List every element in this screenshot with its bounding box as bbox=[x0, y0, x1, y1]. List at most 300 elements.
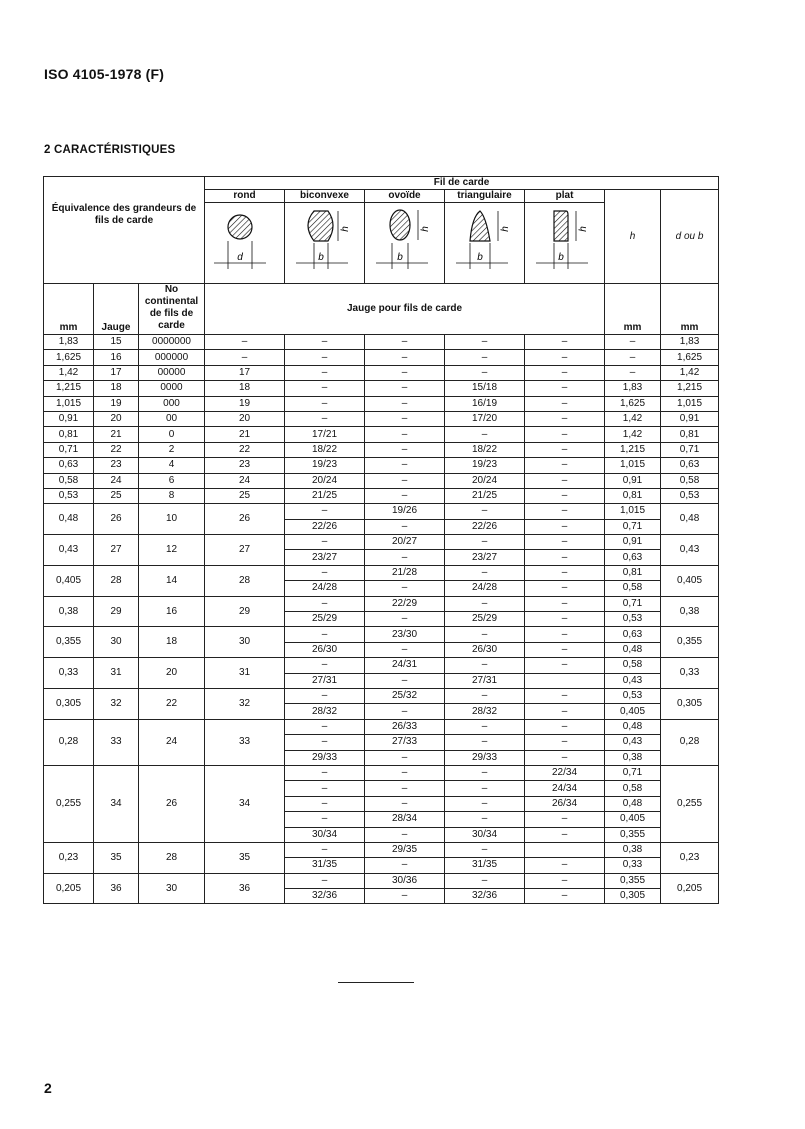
cell-ovoide: 29/35 bbox=[365, 842, 445, 857]
cell-ovoide: – bbox=[365, 335, 445, 350]
cell-triangulaire: – bbox=[445, 504, 525, 519]
cell-plat: – bbox=[525, 442, 605, 457]
cell-plat bbox=[525, 673, 605, 688]
cell-jauge: 34 bbox=[94, 765, 139, 842]
cell-ovoide: – bbox=[365, 350, 445, 365]
cell-plat: – bbox=[525, 550, 605, 565]
document-id: ISO 4105-1978 (F) bbox=[44, 66, 165, 82]
cell-biconvexe: – bbox=[285, 365, 365, 380]
cell-plat: – bbox=[525, 658, 605, 673]
page-number: 2 bbox=[44, 1080, 52, 1096]
cell-mm: 0,255 bbox=[44, 765, 94, 842]
cell-no: 0000000 bbox=[139, 335, 205, 350]
cell-ovoide: – bbox=[365, 781, 445, 796]
cell-biconvexe: – bbox=[285, 719, 365, 734]
cell-rond: 33 bbox=[205, 719, 285, 765]
cell-biconvexe: – bbox=[285, 812, 365, 827]
cell-triangulaire: 32/36 bbox=[445, 889, 525, 904]
cell-h: 0,63 bbox=[605, 627, 661, 642]
cell-d-ou-b: 0,53 bbox=[661, 488, 719, 503]
cell-plat: – bbox=[525, 411, 605, 426]
cell-h: – bbox=[605, 350, 661, 365]
cell-triangulaire: – bbox=[445, 596, 525, 611]
cell-h: 0,58 bbox=[605, 781, 661, 796]
cell-jauge: 25 bbox=[94, 488, 139, 503]
cell-ovoide: – bbox=[365, 642, 445, 657]
cell-plat: – bbox=[525, 704, 605, 719]
cell-ovoide: 30/36 bbox=[365, 873, 445, 888]
cell-rond: 22 bbox=[205, 442, 285, 457]
cell-triangulaire: – bbox=[445, 565, 525, 580]
cell-rond: 19 bbox=[205, 396, 285, 411]
cell-ovoide: 24/31 bbox=[365, 658, 445, 673]
cell-ovoide: – bbox=[365, 796, 445, 811]
cell-triangulaire: 17/20 bbox=[445, 411, 525, 426]
cell-h: 0,71 bbox=[605, 596, 661, 611]
cell-jauge: 24 bbox=[94, 473, 139, 488]
cell-mm: 0,81 bbox=[44, 427, 94, 442]
cell-h: 0,91 bbox=[605, 535, 661, 550]
cell-rond: 24 bbox=[205, 473, 285, 488]
cell-d-ou-b: 0,81 bbox=[661, 427, 719, 442]
cell-rond: 32 bbox=[205, 688, 285, 719]
cell-biconvexe: – bbox=[285, 658, 365, 673]
cell-h: 0,58 bbox=[605, 658, 661, 673]
cell-mm: 0,43 bbox=[44, 535, 94, 566]
cell-h: 0,355 bbox=[605, 873, 661, 888]
table-row bbox=[44, 488, 719, 503]
biconvexe-dim-label: b bbox=[317, 252, 324, 263]
cell-plat: – bbox=[525, 627, 605, 642]
cell-triangulaire: – bbox=[445, 535, 525, 550]
cell-d-ou-b: 0,91 bbox=[661, 411, 719, 426]
cell-rond: 30 bbox=[205, 627, 285, 658]
cell-h: 0,53 bbox=[605, 612, 661, 627]
cell-jauge: 17 bbox=[94, 365, 139, 380]
table-row bbox=[44, 658, 719, 673]
cell-biconvexe: 21/25 bbox=[285, 488, 365, 503]
cell-h: 0,43 bbox=[605, 735, 661, 750]
cell-ovoide: – bbox=[365, 858, 445, 873]
cell-no: 000 bbox=[139, 396, 205, 411]
cell-ovoide: 20/27 bbox=[365, 535, 445, 550]
cell-h: 0,63 bbox=[605, 550, 661, 565]
cell-jauge: 36 bbox=[94, 873, 139, 904]
cell-triangulaire: 31/35 bbox=[445, 858, 525, 873]
cell-triangulaire: 26/30 bbox=[445, 642, 525, 657]
table-row bbox=[44, 688, 719, 703]
cell-plat: 26/34 bbox=[525, 796, 605, 811]
cell-ovoide: – bbox=[365, 381, 445, 396]
cell-triangulaire: 29/33 bbox=[445, 750, 525, 765]
plat-dim-label: b bbox=[557, 252, 564, 263]
cell-ovoide: 23/30 bbox=[365, 627, 445, 642]
cell-triangulaire: – bbox=[445, 812, 525, 827]
cell-d-ou-b: 0,38 bbox=[661, 596, 719, 627]
cell-biconvexe: – bbox=[285, 350, 365, 365]
biconvexe-height-label: h bbox=[339, 226, 351, 232]
cell-d-ou-b: 1,83 bbox=[661, 335, 719, 350]
cell-mm: 0,38 bbox=[44, 596, 94, 627]
table-row bbox=[44, 627, 719, 642]
cell-jauge: 19 bbox=[94, 396, 139, 411]
cell-triangulaire: – bbox=[445, 335, 525, 350]
cell-mm: 0,205 bbox=[44, 873, 94, 904]
cell-biconvexe: – bbox=[285, 596, 365, 611]
cell-biconvexe: – bbox=[285, 411, 365, 426]
cell-triangulaire: – bbox=[445, 781, 525, 796]
unit-jauge: Jauge bbox=[94, 284, 139, 335]
cell-plat: – bbox=[525, 873, 605, 888]
cell-biconvexe: 22/26 bbox=[285, 519, 365, 534]
cell-d-ou-b: 0,48 bbox=[661, 504, 719, 535]
cell-rond: 21 bbox=[205, 427, 285, 442]
cell-triangulaire: – bbox=[445, 873, 525, 888]
cell-d-ou-b: 0,71 bbox=[661, 442, 719, 457]
cell-no: 2 bbox=[139, 442, 205, 457]
cell-rond: 36 bbox=[205, 873, 285, 904]
cell-rond: 17 bbox=[205, 365, 285, 380]
cell-biconvexe: – bbox=[285, 381, 365, 396]
cell-no: 12 bbox=[139, 535, 205, 566]
cell-rond: – bbox=[205, 335, 285, 350]
cell-plat: – bbox=[525, 812, 605, 827]
cell-plat: – bbox=[525, 750, 605, 765]
cell-h: 0,405 bbox=[605, 704, 661, 719]
cell-triangulaire: – bbox=[445, 688, 525, 703]
table-row bbox=[44, 335, 719, 350]
cell-ovoide: – bbox=[365, 365, 445, 380]
shape-name-ovoide: ovoïde bbox=[365, 190, 445, 203]
cell-triangulaire: 27/31 bbox=[445, 673, 525, 688]
cell-ovoide: – bbox=[365, 827, 445, 842]
cell-d-ou-b: 0,43 bbox=[661, 535, 719, 566]
cell-biconvexe: – bbox=[285, 565, 365, 580]
cell-plat: 24/34 bbox=[525, 781, 605, 796]
cell-h: 0,33 bbox=[605, 858, 661, 873]
cell-triangulaire: – bbox=[445, 796, 525, 811]
table-row bbox=[44, 458, 719, 473]
cell-plat: – bbox=[525, 735, 605, 750]
cell-h: – bbox=[605, 365, 661, 380]
cell-d-ou-b: 1,215 bbox=[661, 381, 719, 396]
cell-h: 0,43 bbox=[605, 673, 661, 688]
cell-h: 0,58 bbox=[605, 581, 661, 596]
cell-biconvexe: – bbox=[285, 842, 365, 857]
cell-rond: 23 bbox=[205, 458, 285, 473]
cell-rond: 29 bbox=[205, 596, 285, 627]
cell-jauge: 35 bbox=[94, 842, 139, 873]
cell-rond: 35 bbox=[205, 842, 285, 873]
cell-triangulaire: – bbox=[445, 765, 525, 780]
ovoide-height-label: h bbox=[419, 226, 431, 232]
cell-jauge: 31 bbox=[94, 658, 139, 689]
cell-plat: – bbox=[525, 827, 605, 842]
cell-d-ou-b: 0,355 bbox=[661, 627, 719, 658]
cell-ovoide: – bbox=[365, 427, 445, 442]
cell-rond: 26 bbox=[205, 504, 285, 535]
cell-ovoide: 27/33 bbox=[365, 735, 445, 750]
cell-mm: 0,53 bbox=[44, 488, 94, 503]
cell-biconvexe: 30/34 bbox=[285, 827, 365, 842]
cell-no: 16 bbox=[139, 596, 205, 627]
cell-jauge: 15 bbox=[94, 335, 139, 350]
cell-ovoide: – bbox=[365, 519, 445, 534]
cell-triangulaire: – bbox=[445, 735, 525, 750]
cell-mm: 0,63 bbox=[44, 458, 94, 473]
cell-biconvexe: – bbox=[285, 335, 365, 350]
cell-no: 0000 bbox=[139, 381, 205, 396]
cell-mm: 1,42 bbox=[44, 365, 94, 380]
cell-biconvexe: 19/23 bbox=[285, 458, 365, 473]
cell-biconvexe: 23/27 bbox=[285, 550, 365, 565]
table-row bbox=[44, 381, 719, 396]
cell-ovoide: – bbox=[365, 673, 445, 688]
cell-triangulaire: 22/26 bbox=[445, 519, 525, 534]
no-continental-header: No continental de fils de carde bbox=[139, 284, 205, 335]
table-row bbox=[44, 719, 719, 734]
cell-ovoide: – bbox=[365, 750, 445, 765]
cell-triangulaire: 20/24 bbox=[445, 473, 525, 488]
cell-biconvexe: – bbox=[285, 781, 365, 796]
cell-plat: – bbox=[525, 504, 605, 519]
cell-mm: 0,305 bbox=[44, 688, 94, 719]
cell-biconvexe: – bbox=[285, 765, 365, 780]
cell-ovoide: 28/34 bbox=[365, 812, 445, 827]
cell-mm: 1,625 bbox=[44, 350, 94, 365]
cell-no: 22 bbox=[139, 688, 205, 719]
shape-name-rond: rond bbox=[205, 190, 285, 203]
cell-h: 1,625 bbox=[605, 396, 661, 411]
cell-jauge: 23 bbox=[94, 458, 139, 473]
cell-no: 00 bbox=[139, 411, 205, 426]
cell-d-ou-b: 0,33 bbox=[661, 658, 719, 689]
cell-triangulaire: 28/32 bbox=[445, 704, 525, 719]
cell-ovoide: – bbox=[365, 581, 445, 596]
shape-name-plat: plat bbox=[525, 190, 605, 203]
cell-jauge: 18 bbox=[94, 381, 139, 396]
cell-rond: 18 bbox=[205, 381, 285, 396]
cell-plat: – bbox=[525, 488, 605, 503]
triangulaire-diagram bbox=[445, 203, 525, 284]
cell-triangulaire: – bbox=[445, 658, 525, 673]
table-row bbox=[44, 565, 719, 580]
cell-plat: – bbox=[525, 365, 605, 380]
cell-plat: – bbox=[525, 581, 605, 596]
cell-biconvexe: 24/28 bbox=[285, 581, 365, 596]
cell-h: 0,38 bbox=[605, 750, 661, 765]
cell-mm: 0,58 bbox=[44, 473, 94, 488]
cell-triangulaire: 19/23 bbox=[445, 458, 525, 473]
ovoide-dim-label: b bbox=[396, 252, 403, 263]
rond-dim-label: d bbox=[236, 252, 243, 263]
cell-no: 26 bbox=[139, 765, 205, 842]
cell-biconvexe: – bbox=[285, 796, 365, 811]
table-row bbox=[44, 596, 719, 611]
cell-jauge: 27 bbox=[94, 535, 139, 566]
cell-no: 6 bbox=[139, 473, 205, 488]
cell-ovoide: – bbox=[365, 442, 445, 457]
cell-h: 0,81 bbox=[605, 565, 661, 580]
cell-d-ou-b: 1,015 bbox=[661, 396, 719, 411]
cell-triangulaire: – bbox=[445, 627, 525, 642]
cell-no: 24 bbox=[139, 719, 205, 765]
cell-ovoide: 21/28 bbox=[365, 565, 445, 580]
unit-mm-3: mm bbox=[661, 284, 719, 335]
table-row bbox=[44, 427, 719, 442]
cell-d-ou-b: 0,63 bbox=[661, 458, 719, 473]
cell-no: 0 bbox=[139, 427, 205, 442]
cell-h: 1,42 bbox=[605, 411, 661, 426]
unit-mm-1: mm bbox=[44, 284, 94, 335]
cell-triangulaire: 21/25 bbox=[445, 488, 525, 503]
table-row bbox=[44, 396, 719, 411]
cell-mm: 0,33 bbox=[44, 658, 94, 689]
cell-d-ou-b: 1,625 bbox=[661, 350, 719, 365]
cell-h: 0,405 bbox=[605, 812, 661, 827]
cell-ovoide: – bbox=[365, 458, 445, 473]
cell-plat: – bbox=[525, 612, 605, 627]
cell-triangulaire: – bbox=[445, 719, 525, 734]
cell-no: 28 bbox=[139, 842, 205, 873]
cell-ovoide: – bbox=[365, 411, 445, 426]
cell-mm: 0,71 bbox=[44, 442, 94, 457]
cell-plat: – bbox=[525, 596, 605, 611]
cell-jauge: 21 bbox=[94, 427, 139, 442]
cell-ovoide: 25/32 bbox=[365, 688, 445, 703]
cell-d-ou-b: 1,42 bbox=[661, 365, 719, 380]
cell-biconvexe: 20/24 bbox=[285, 473, 365, 488]
cell-plat: – bbox=[525, 889, 605, 904]
cell-triangulaire: – bbox=[445, 842, 525, 857]
jauge-pour-fils-header: Jauge pour fils de carde bbox=[205, 284, 605, 335]
plat-height-label: h bbox=[577, 226, 589, 232]
cell-rond: 25 bbox=[205, 488, 285, 503]
cell-biconvexe: 31/35 bbox=[285, 858, 365, 873]
cell-plat: – bbox=[525, 396, 605, 411]
cell-triangulaire: – bbox=[445, 350, 525, 365]
cell-mm: 0,91 bbox=[44, 411, 94, 426]
cell-h: – bbox=[605, 335, 661, 350]
cell-mm: 1,015 bbox=[44, 396, 94, 411]
cell-mm: 1,215 bbox=[44, 381, 94, 396]
d-ou-b-column-header: d ou b bbox=[661, 190, 719, 284]
cell-h: 0,71 bbox=[605, 519, 661, 534]
cell-h: 0,355 bbox=[605, 827, 661, 842]
cell-rond: 34 bbox=[205, 765, 285, 842]
cell-rond: – bbox=[205, 350, 285, 365]
cell-h: 0,48 bbox=[605, 796, 661, 811]
cell-biconvexe: – bbox=[285, 627, 365, 642]
cell-h: 1,83 bbox=[605, 381, 661, 396]
table-row bbox=[44, 442, 719, 457]
triangulaire-height-label: h bbox=[499, 226, 511, 232]
cell-no: 8 bbox=[139, 488, 205, 503]
cell-jauge: 22 bbox=[94, 442, 139, 457]
table-row bbox=[44, 473, 719, 488]
cell-d-ou-b: 0,58 bbox=[661, 473, 719, 488]
cell-no: 14 bbox=[139, 565, 205, 596]
cell-biconvexe: 28/32 bbox=[285, 704, 365, 719]
cell-triangulaire: 23/27 bbox=[445, 550, 525, 565]
cell-plat: – bbox=[525, 565, 605, 580]
cell-biconvexe: – bbox=[285, 873, 365, 888]
cell-d-ou-b: 0,205 bbox=[661, 873, 719, 904]
table-row bbox=[44, 765, 719, 780]
cell-plat: – bbox=[525, 642, 605, 657]
cell-ovoide: – bbox=[365, 473, 445, 488]
cell-h: 0,48 bbox=[605, 719, 661, 734]
cell-triangulaire: 16/19 bbox=[445, 396, 525, 411]
cell-h: 0,81 bbox=[605, 488, 661, 503]
cell-d-ou-b: 0,255 bbox=[661, 765, 719, 842]
cell-h: 0,38 bbox=[605, 842, 661, 857]
cell-ovoide: – bbox=[365, 550, 445, 565]
cell-plat: – bbox=[525, 381, 605, 396]
cell-ovoide: 26/33 bbox=[365, 719, 445, 734]
biconvexe-diagram bbox=[285, 203, 365, 284]
cell-h: 0,91 bbox=[605, 473, 661, 488]
cell-d-ou-b: 0,28 bbox=[661, 719, 719, 765]
cell-plat: – bbox=[525, 535, 605, 550]
cell-jauge: 32 bbox=[94, 688, 139, 719]
cell-h: 1,015 bbox=[605, 504, 661, 519]
cell-triangulaire: – bbox=[445, 427, 525, 442]
cell-triangulaire: 15/18 bbox=[445, 381, 525, 396]
table-row bbox=[44, 350, 719, 365]
fil-de-carde-header: Fil de carde bbox=[205, 177, 719, 190]
cell-mm: 0,405 bbox=[44, 565, 94, 596]
cell-plat: – bbox=[525, 519, 605, 534]
cell-ovoide: – bbox=[365, 488, 445, 503]
ovoide-diagram bbox=[365, 203, 445, 284]
cell-rond: 28 bbox=[205, 565, 285, 596]
end-rule bbox=[338, 982, 414, 983]
cell-triangulaire: 30/34 bbox=[445, 827, 525, 842]
cell-ovoide: 22/29 bbox=[365, 596, 445, 611]
shape-name-triangulaire: triangulaire bbox=[445, 190, 525, 203]
table-row bbox=[44, 504, 719, 519]
cell-plat bbox=[525, 842, 605, 857]
triangulaire-dim-label: b bbox=[476, 252, 483, 263]
cell-biconvexe: 18/22 bbox=[285, 442, 365, 457]
cell-jauge: 33 bbox=[94, 719, 139, 765]
cell-triangulaire: 24/28 bbox=[445, 581, 525, 596]
cell-no: 18 bbox=[139, 627, 205, 658]
cell-biconvexe: 32/36 bbox=[285, 889, 365, 904]
cell-biconvexe: – bbox=[285, 535, 365, 550]
cell-biconvexe: 27/31 bbox=[285, 673, 365, 688]
rond-diagram bbox=[205, 203, 285, 284]
cell-plat: – bbox=[525, 719, 605, 734]
cell-h: 1,015 bbox=[605, 458, 661, 473]
cell-jauge: 16 bbox=[94, 350, 139, 365]
cell-h: 1,42 bbox=[605, 427, 661, 442]
cell-rond: 31 bbox=[205, 658, 285, 689]
cell-jauge: 30 bbox=[94, 627, 139, 658]
table-row bbox=[44, 411, 719, 426]
cell-ovoide: – bbox=[365, 765, 445, 780]
h-column-header: h bbox=[605, 190, 661, 284]
cell-jauge: 26 bbox=[94, 504, 139, 535]
cell-jauge: 29 bbox=[94, 596, 139, 627]
cell-biconvexe: – bbox=[285, 735, 365, 750]
table-row bbox=[44, 365, 719, 380]
cell-ovoide: – bbox=[365, 889, 445, 904]
cell-d-ou-b: 0,23 bbox=[661, 842, 719, 873]
cell-jauge: 28 bbox=[94, 565, 139, 596]
cell-no: 30 bbox=[139, 873, 205, 904]
